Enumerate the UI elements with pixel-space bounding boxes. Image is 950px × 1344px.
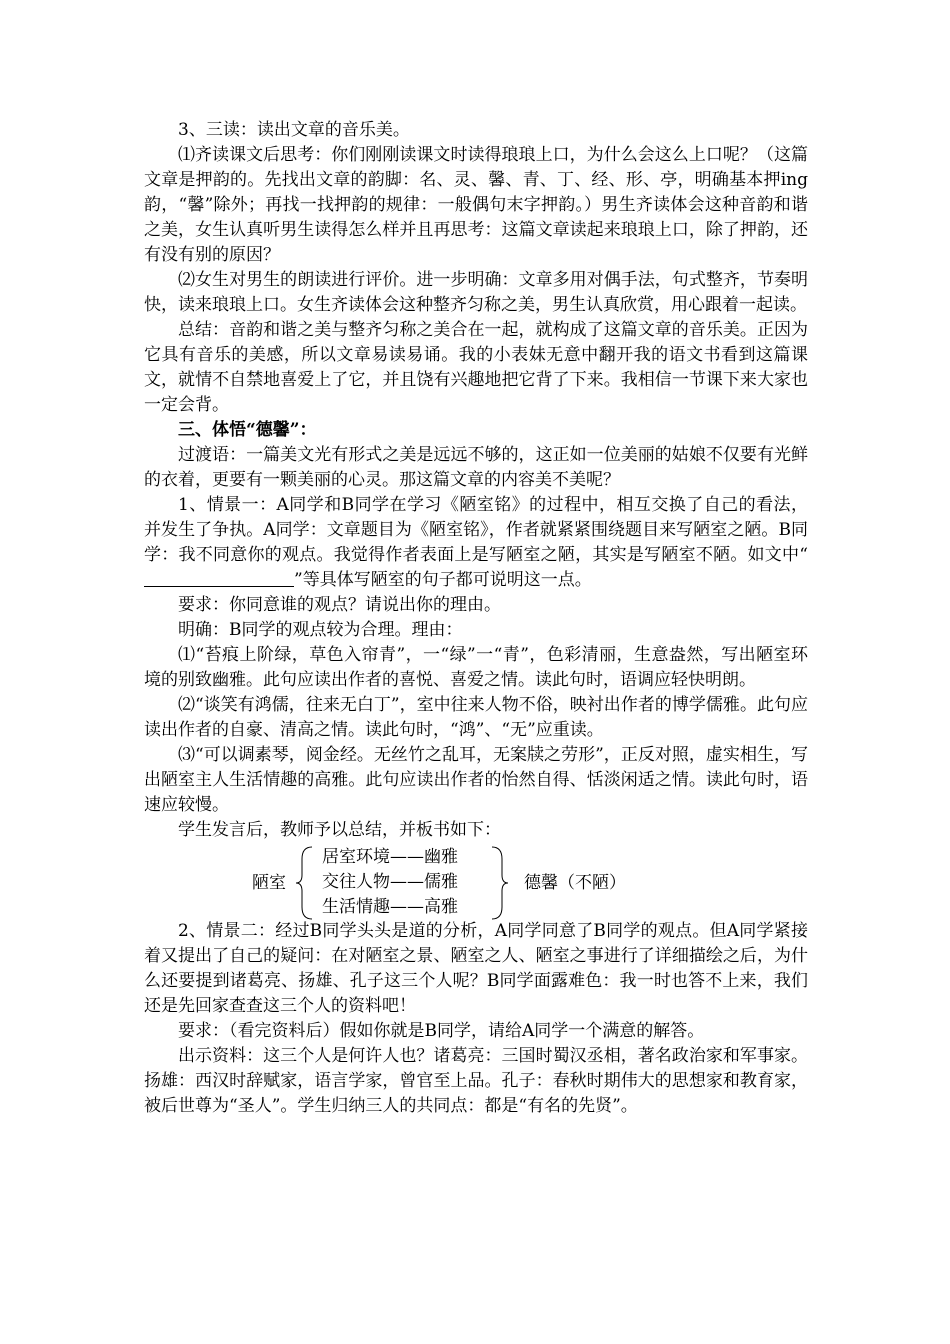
paragraph: 学生发言后，教师予以总结，并板书如下： [178, 820, 501, 840]
paragraph: ⑵女生对男生的朗读进行评价。进一步明确：文章多用对偶手法，句式整齐，节奏明快，读来琅琅上口。女生齐读体会这种整齐匀称之美，男生认真欣赏，用心跟着一起读。 [144, 270, 808, 315]
paragraph: 出示资料：这三个人是何许人也？诸葛亮：三国时蜀汉丞相，著名政治家和军事家。扬雄：西汉时辞赋家，语言学家，曾官至上品。孔子：春秋时期伟大的思想家和教育家，被后世尊为“圣人”。学生归纳三人的共同点：都是“有名的先贤”。 [144, 1046, 808, 1116]
paragraph-with-blank [144, 493, 808, 593]
text-before-blank: 1、情景一：A同学和B同学在学习《陋室铭》的过程中，相互交换了自己的看法，并发生了争执。A同学：文章题目为《陋室铭》，作者就紧紧围绕题目来写陋室之陋。B同学：我不同意你的观点。我觉得作者表面上是写陋室之陋，其实是写陋室不陋。如文中“ [144, 495, 808, 565]
board-lines [322, 845, 458, 920]
board-line: 交往人物——儒雅 [322, 872, 458, 892]
blackboard-diagram [144, 845, 808, 919]
board-line: 生活情趣——高雅 [322, 897, 458, 917]
paragraph: ⑴齐读课文后思考：你们刚刚读课文时读得琅琅上口，为什么会这么上口呢？（这篇文章是押韵的。先找出文章的韵脚：名、灵、馨、青、丁、经、形、亭，明确基本押ing韵，“馨”除外；再找一找押韵的规律：一般偶句末字押韵。）男生齐读体会这种音韵和谐之美，女生认真听男生读得怎么样并且再思考：这篇文章读起来琅琅上口，除了押韵，还有没有别的原因？ [144, 145, 808, 265]
paragraph: 过渡语：一篇美文光有形式之美是远远不够的，这正如一位美丽的姑娘不仅要有光鲜的衣着，更要有一颗美丽的心灵。那这篇文章的内容美不美呢？ [144, 445, 808, 490]
board-line: 居室环境——幽雅 [322, 847, 458, 867]
text-after-blank: ”等具体写陋室的句子都可说明这一点。 [294, 570, 592, 590]
paragraph: 要求：（看完资料后）假如你就是B同学，请给A同学一个满意的解答。 [178, 1021, 705, 1041]
section-heading: 三、体悟“德馨”： [178, 420, 317, 440]
text-column [144, 118, 808, 1119]
paragraph: 要求：你同意谁的观点？请说出你的理由。 [178, 595, 501, 615]
paragraph: ⑶“可以调素琴，阅金经。无丝竹之乱耳，无案牍之劳形”，正反对照，虚实相生，写出陋室主人生活情趣的高雅。此句应读出作者的怡然自得、恬淡闲适之情。读此句时，语速应较慢。 [144, 745, 808, 815]
paragraph: 3、三读：读出文章的音乐美。 [178, 120, 410, 140]
board-left-label: 陋室 [252, 873, 286, 893]
paragraph: 明确：B同学的观点较为合理。理由： [178, 620, 463, 640]
paragraph: ⑵“谈笑有鸿儒，往来无白丁”，室中往来人物不俗，映衬出作者的博学儒雅。此句应读出作者的自豪、清高之情。读此句时，“鸿”、“无”应重读。 [144, 695, 808, 740]
fill-in-blank [144, 568, 294, 587]
paragraph: ⑴“苔痕上阶绿，草色入帘青”，一“绿”一“青”，色彩清丽，生意盎然，写出陋室环境的别致幽雅。此句应读出作者的喜悦、喜爱之情。读此句时，语调应轻快明朗。 [144, 645, 808, 690]
left-brace [294, 845, 316, 921]
paragraph: 总结：音韵和谐之美与整齐匀称之美合在一起，就构成了这篇文章的音乐美。正因为它具有音乐的美感，所以文章易读易诵。我的小表妹无意中翻开我的语文书看到这篇课文，就情不自禁地喜爱上了它，并且饶有兴趣地把它背了下来。我相信一节课下来大家也一定会背。 [144, 320, 808, 415]
board-right-label: 德馨（不陋） [524, 873, 626, 893]
paragraph: 2、情景二：经过B同学头头是道的分析，A同学同意了B同学的观点。但A同学紧接着又提出了自己的疑问：在对陋室之景、陋室之人、陋室之事进行了详细描绘之后，为什么还要提到诸葛亮、扬雄、孔子这三个人呢？B同学面露难色：我一时也答不上来，我们还是先回家查查这三个人的资料吧！ [144, 921, 808, 1016]
right-brace [488, 845, 510, 921]
